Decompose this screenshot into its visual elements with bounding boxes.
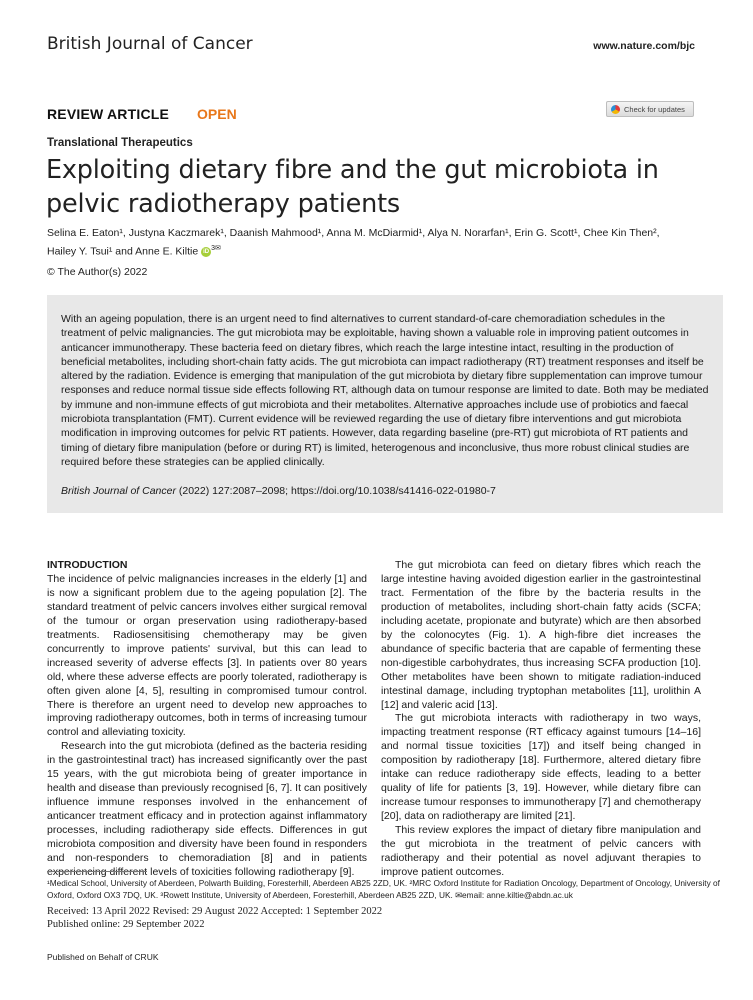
footnote-divider bbox=[47, 871, 147, 872]
copyright-line: © The Author(s) 2022 bbox=[47, 266, 148, 278]
abstract-box bbox=[47, 295, 723, 513]
section-label: Translational Therapeutics bbox=[47, 137, 193, 149]
crossmark-icon bbox=[611, 105, 620, 114]
journal-url[interactable]: www.nature.com/bjc bbox=[593, 40, 695, 52]
introduction-heading: INTRODUCTION bbox=[47, 559, 128, 571]
author-affiliation-sup: 3✉ bbox=[211, 245, 221, 252]
article-dates bbox=[47, 906, 723, 931]
dates-published: Published online: 29 September 2022 bbox=[47, 918, 205, 930]
citation-line bbox=[61, 485, 709, 497]
paragraph: Research into the gut microbiota (defined as the bacteria residing in the gastrointestinal tract) has increased significantly over the past 15 years, with the gut microbiota being of greater importance in health and disease than previously recognised [6, 7]. It can positively influence immune responses involved in the enhancement of anticancer treatment efficacy and in protection against inflammatory processes, including radiotherapy side effects. Differences in gut microbiota composition and diversity have been found in responders and non-responders to chemoradiation [8] and in patients experiencing different levels of toxicities following radiotherapy [9]. bbox=[47, 740, 367, 878]
author-line-2 bbox=[47, 241, 697, 260]
abstract-text: With an ageing population, there is an urgent need to find alternatives to current standard-of-care chemoradiation schedules in the treatment of pelvic malignancies. The gut microbiota may be exploitable, having shown a valuable role in improving patient outcomes in anticancer immunotherapy. These bacteria feed on dietary fibres, which reach the large intestine intact, resulting in the production of beneficial metabolites, including short-chain fatty acids. The gut microbiota can impact radiotherapy (RT) treatment responses and itself be altered by the radiation. Evidence is emerging that manipulation of the gut microbiota by dietary fibre supplementation can improve tumour responses and reduce normal tissue side effects following RT, although data on tumour response are limited to date. Both may be mediated by immune and non-immune effects of gut microbiota and their metabolites. Alternative approaches include use of probiotics and faecal microbiota transplantation (FMT). Current evidence will be reviewed regarding the use of dietary fibre interventions and gut microbiota modification in improving outcomes for pelvic RT patients. However, data regarding baseline (pre-RT) gut microbiota of RT patients and timing of dietary fibre manipulation (before or during RT) is limited, heterogenous and inconclusive, thus more robust clinical studies are required before these strategies can be applied clinically. bbox=[61, 313, 709, 468]
article-type-label: REVIEW ARTICLE bbox=[47, 106, 170, 122]
author-list bbox=[47, 226, 697, 260]
paragraph: This review explores the impact of dietary fibre manipulation and the gut microbiota in the treatment of pelvic cancers with radiotherapy and their potential as novel adjuvant therapies to improve patient outcomes. bbox=[381, 824, 701, 878]
left-column bbox=[47, 559, 367, 880]
citation-journal: British Journal of Cancer bbox=[61, 485, 176, 498]
paragraph: The gut microbiota can feed on dietary fibres which reach the large intestine having avoided digestion earlier in the gastrointestinal tract. Fermentation of the fibre by the bacteria results in the production of metabolites, including short-chain fatty acids (SCFA; including acetate, propionate and butyrate) which are then absorbed by the colonocytes (Fig. 1). A high-fibre diet increases the abundance of specific bacteria that are capable of fermenting these non-digestible carbohydrates, thus increasing SCFA production [10]. Other metabolites have been shown to mitigate radiation-induced intestinal damage, including tryptophan metabolites [11], urolithin A [12] and valeric acid [13]. bbox=[381, 559, 701, 711]
journal-name: British Journal of Cancer bbox=[47, 34, 253, 54]
publisher-line: Published on Behalf of CRUK bbox=[47, 952, 159, 962]
paragraph: The gut microbiota interacts with radiotherapy in two ways, impacting treatment response (RT efficacy against tumours [14–16] and normal tissue toxicities [17]) and itself being changed in composition by radiotherapy [18]. Furthermore, altered dietary fibre intake can reduce radiotherapy side effects, leading to a better quality of life for patients [3, 19]. However, while dietary fibre can increase tumour responses to immunotherapy [7] and chemotherapy [20], data on radiotherapy are limited [21]. bbox=[381, 712, 701, 823]
paragraph: The incidence of pelvic malignancies increases in the elderly [1] and is now a significant problem due to the ageing population [2]. The standard treatment of pelvic cancers involves either surgical removal of the tumour or organ preservation using radiotherapy-based treatments. Radiosensitising chemotherapy may be given concurrently to improve patients' survival, but this can lead to increased severity of adverse effects [3]. In patients over 80 years old, where these adverse effects are poorly tolerated, radiotherapy is often given alone [4, 5], resulting in compromised tumour control. There is therefore an urgent need to develop new approaches to improving radiotherapy outcomes, both in terms of increasing tumour control and alleviating toxicity. bbox=[47, 572, 367, 739]
check-for-updates-button[interactable] bbox=[606, 101, 694, 117]
author-line-2-text: Hailey Y. Tsui¹ and Anne E. Kiltie bbox=[47, 245, 199, 258]
citation-details[interactable]: (2022) 127:2087–2098; https://doi.org/10.1038/s41416-022-01980-7 bbox=[175, 485, 496, 498]
check-for-updates-label: Check for updates bbox=[624, 104, 685, 114]
dates-received: Received: 13 April 2022 Revised: 29 August 2022 Accepted: 1 September 2022 bbox=[47, 906, 383, 917]
orcid-icon[interactable]: iD bbox=[203, 248, 210, 255]
right-column bbox=[381, 559, 701, 880]
article-title: Exploiting dietary fibre and the gut microbiota in pelvic radiotherapy patients bbox=[46, 155, 659, 219]
affiliations-footnote: ¹Medical School, University of Aberdeen, Polwarth Building, Foresterhill, Aberdeen AB25 2ZD, UK. ²MRC Oxford Institute for Radiation Oncology, Department of Oncology, University of Oxford, Oxford OX3 7DQ, UK. ³Rowett Institute, University of Aberdeen, Foresterhill, Aberdeen AB25 2ZD, UK. ✉email: anne.kiltie@abdn.ac.uk bbox=[47, 878, 720, 900]
author-line-1: Selina E. Eaton¹, Justyna Kaczmarek¹, Daanish Mahmood¹, Anna M. McDiarmid¹, Alya N. Norarfan¹, Erin G. Scott¹, Chee Kin Then², bbox=[47, 227, 660, 239]
open-access-badge: OPEN bbox=[197, 106, 237, 122]
